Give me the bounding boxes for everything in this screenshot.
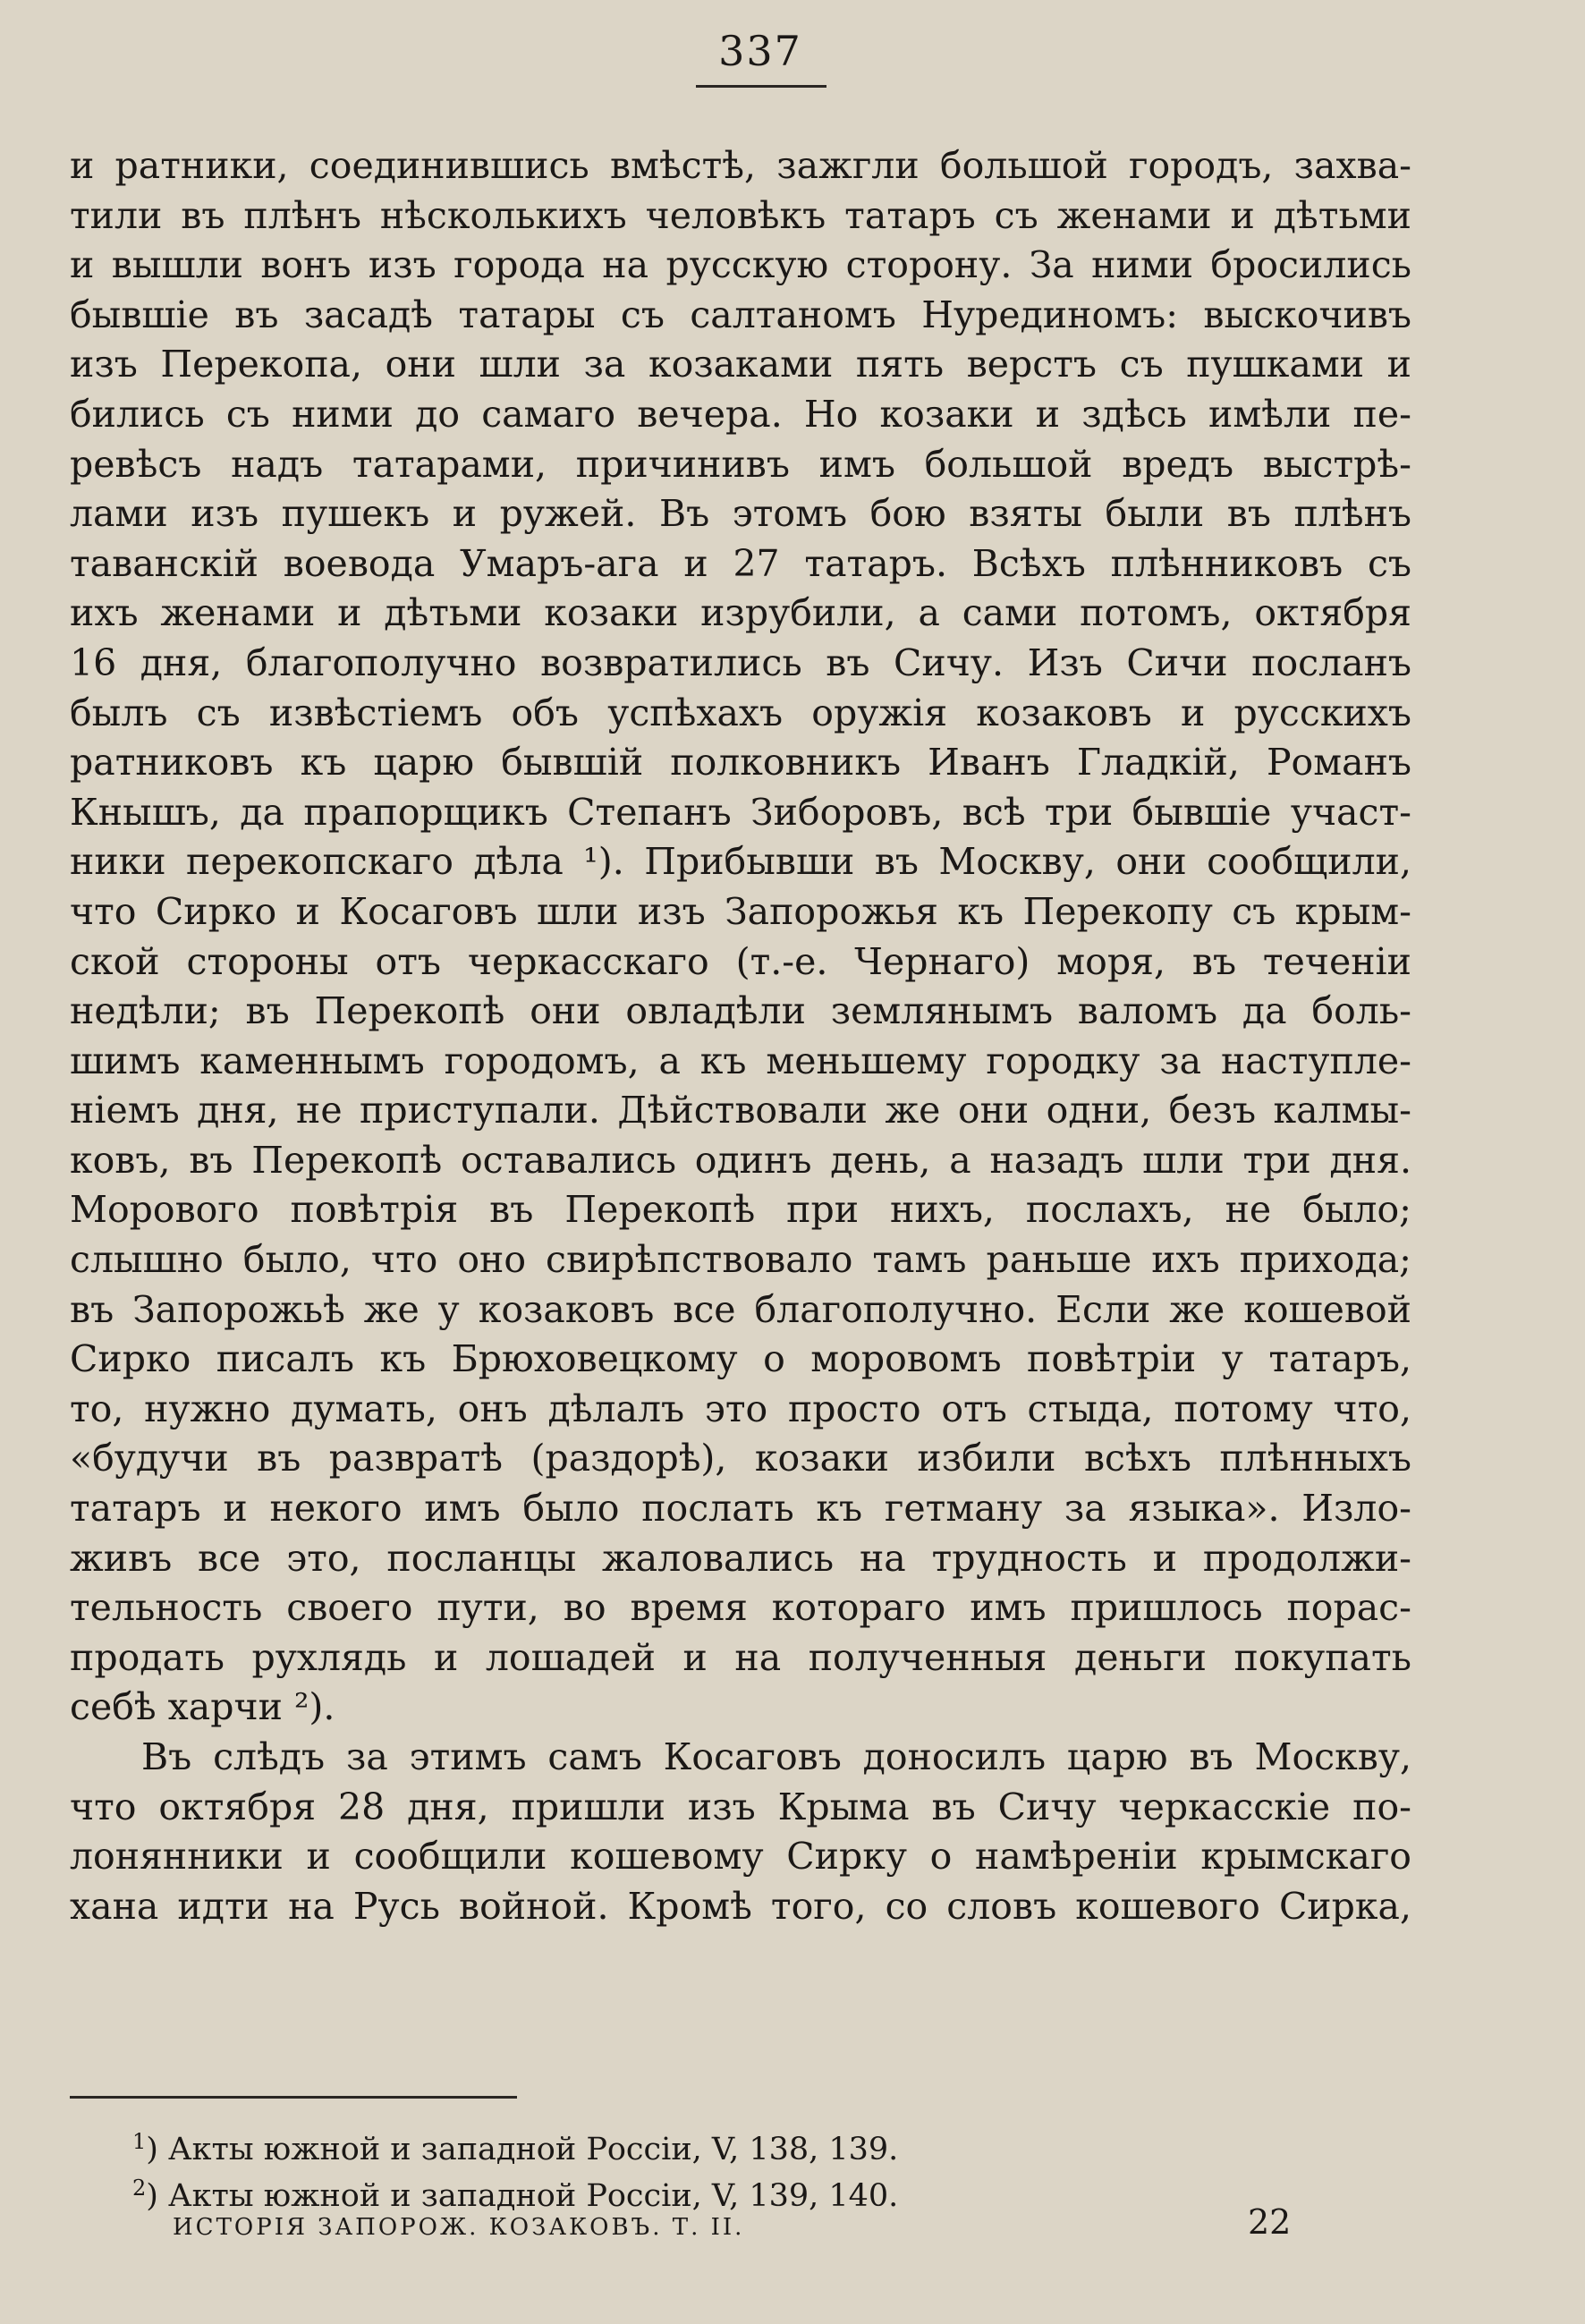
text-line: шимъ каменнымъ городомъ, а къ меньшему городку за наступле- <box>70 1039 1411 1082</box>
page-number: 337 <box>718 27 802 75</box>
text-line: тельность своего пути, во время котораго имъ пришлось порас- <box>70 1586 1411 1630</box>
text-line: таванскій воевода Умаръ-ага и 27 татаръ. Всѣхъ плѣнниковъ съ <box>70 541 1411 585</box>
text-line: лонянники и сообщили кошевому Сирку о намѣреніи крымскаго <box>70 1835 1411 1879</box>
footnote-mark: 2 <box>132 2176 147 2201</box>
footnote-rule <box>70 2096 517 2099</box>
text-line: изъ Перекопа, они шли за козаками пять верстъ съ пушками и <box>70 343 1411 386</box>
text-line: ской стороны отъ черкасскаго (т.-е. Чернаго) моря, въ теченіи <box>70 939 1411 983</box>
text-line: лами изъ пушекъ и ружей. Въ этомъ бою взяты были въ плѣнъ <box>70 492 1411 536</box>
text-line: живъ все это, посланцы жаловались на трудность и продолжи- <box>70 1536 1411 1580</box>
text-line: ніемъ дня, не приступали. Дѣйствовали же они одни, безъ калмы- <box>70 1089 1411 1132</box>
text-line: ники перекопскаго дѣла ¹). Прибывши въ Москву, они сообщили, <box>70 840 1411 884</box>
text-line: ковъ, въ Перекопѣ оставались одинъ день, а назадъ шли три дня. <box>70 1138 1411 1182</box>
footnote <box>132 2165 1206 2214</box>
header-rule <box>696 85 826 88</box>
text-line: татаръ и некого имъ было послать къ гетману за языка». Изло- <box>70 1487 1411 1531</box>
text-line: то, нужно думать, онъ дѣлалъ это просто отъ стыда, потому что, <box>70 1387 1411 1430</box>
text-line: и вышли вонъ изъ города на русскую сторону. За ними бросились <box>70 243 1411 287</box>
printer-signature: ИСТОРІЯ ЗАПОРОЖ. КОЗАКОВЪ. Т. II. <box>173 2214 745 2241</box>
footnotes <box>132 2118 1206 2214</box>
text-line-paragraph-start: Въ слѣдъ за этимъ самъ Косаговъ доносилъ царю въ Москву, <box>141 1735 1411 1778</box>
sheet-number: 22 <box>1248 2202 1292 2242</box>
footnote-text: ) Акты южной и западной Россіи, V, 139, 140. <box>146 2178 899 2214</box>
text-line: что октября 28 дня, пришли изъ Крыма въ Сичу черкасскіе по- <box>70 1785 1411 1828</box>
text-line: бились съ ними до самаго вечера. Но козаки и здѣсь имѣли пе- <box>70 392 1411 436</box>
footnote-mark: 1 <box>132 2129 147 2154</box>
text-line: и ратники, соединившись вмѣстѣ, зажгли большой городъ, захва- <box>70 144 1411 187</box>
body-text <box>70 141 1411 1931</box>
text-line: недѣли; въ Перекопѣ они овладѣли землянымъ валомъ да боль- <box>70 989 1411 1033</box>
text-line: ихъ женами и дѣтьми козаки изрубили, а сами потомъ, октября <box>70 591 1411 635</box>
text-line: слышно было, что оно свирѣпствовало тамъ раньше ихъ прихода; <box>70 1238 1411 1282</box>
text-line: ревѣсъ надъ татарами, причинивъ имъ большой вредъ выстрѣ- <box>70 442 1411 486</box>
text-line: Морового повѣтрія въ Перекопѣ при нихъ, послахъ, не было; <box>70 1188 1411 1232</box>
text-line: Кнышъ, да прапорщикъ Степанъ Зиборовъ, всѣ три бывшіе участ- <box>70 790 1411 834</box>
text-line: бывшіе въ засадѣ татары съ салтаномъ Нурединомъ: выскочивъ <box>70 293 1411 336</box>
text-line: «будучи въ развратѣ (раздорѣ), козаки избили всѣхъ плѣнныхъ <box>70 1437 1411 1480</box>
text-line-paragraph-end: себѣ харчи ²). <box>70 1685 335 1729</box>
footnote-text: ) Акты южной и западной Россіи, V, 138, 139. <box>146 2132 899 2167</box>
text-line: тили въ плѣнъ нѣсколькихъ человѣкъ татаръ съ женами и дѣтьми <box>70 193 1411 237</box>
text-line: въ Запорожьѣ же у козаковъ все благополучно. Если же кошевой <box>70 1287 1411 1331</box>
text-line: 16 дня, благополучно возвратились въ Сичу. Изъ Сичи посланъ <box>70 640 1411 684</box>
text-line: Сирко писалъ къ Брюховецкому о моровомъ повѣтріи у татаръ, <box>70 1337 1411 1381</box>
text-line: былъ съ извѣстіемъ объ успѣхахъ оружія козаковъ и русскихъ <box>70 691 1411 734</box>
text-line: продать рухлядь и лошадей и на полученныя деньги покупать <box>70 1635 1411 1679</box>
text-line: что Сирко и Косаговъ шли изъ Запорожья къ Перекопу съ крым- <box>70 889 1411 933</box>
footnote <box>132 2118 1206 2165</box>
text-line: хана идти на Русь войной. Кромѣ того, со словъ кошевого Сирка, <box>70 1884 1411 1928</box>
text-line: ратниковъ къ царю бывшій полковникъ Иванъ Гладкій, Романъ <box>70 741 1411 785</box>
